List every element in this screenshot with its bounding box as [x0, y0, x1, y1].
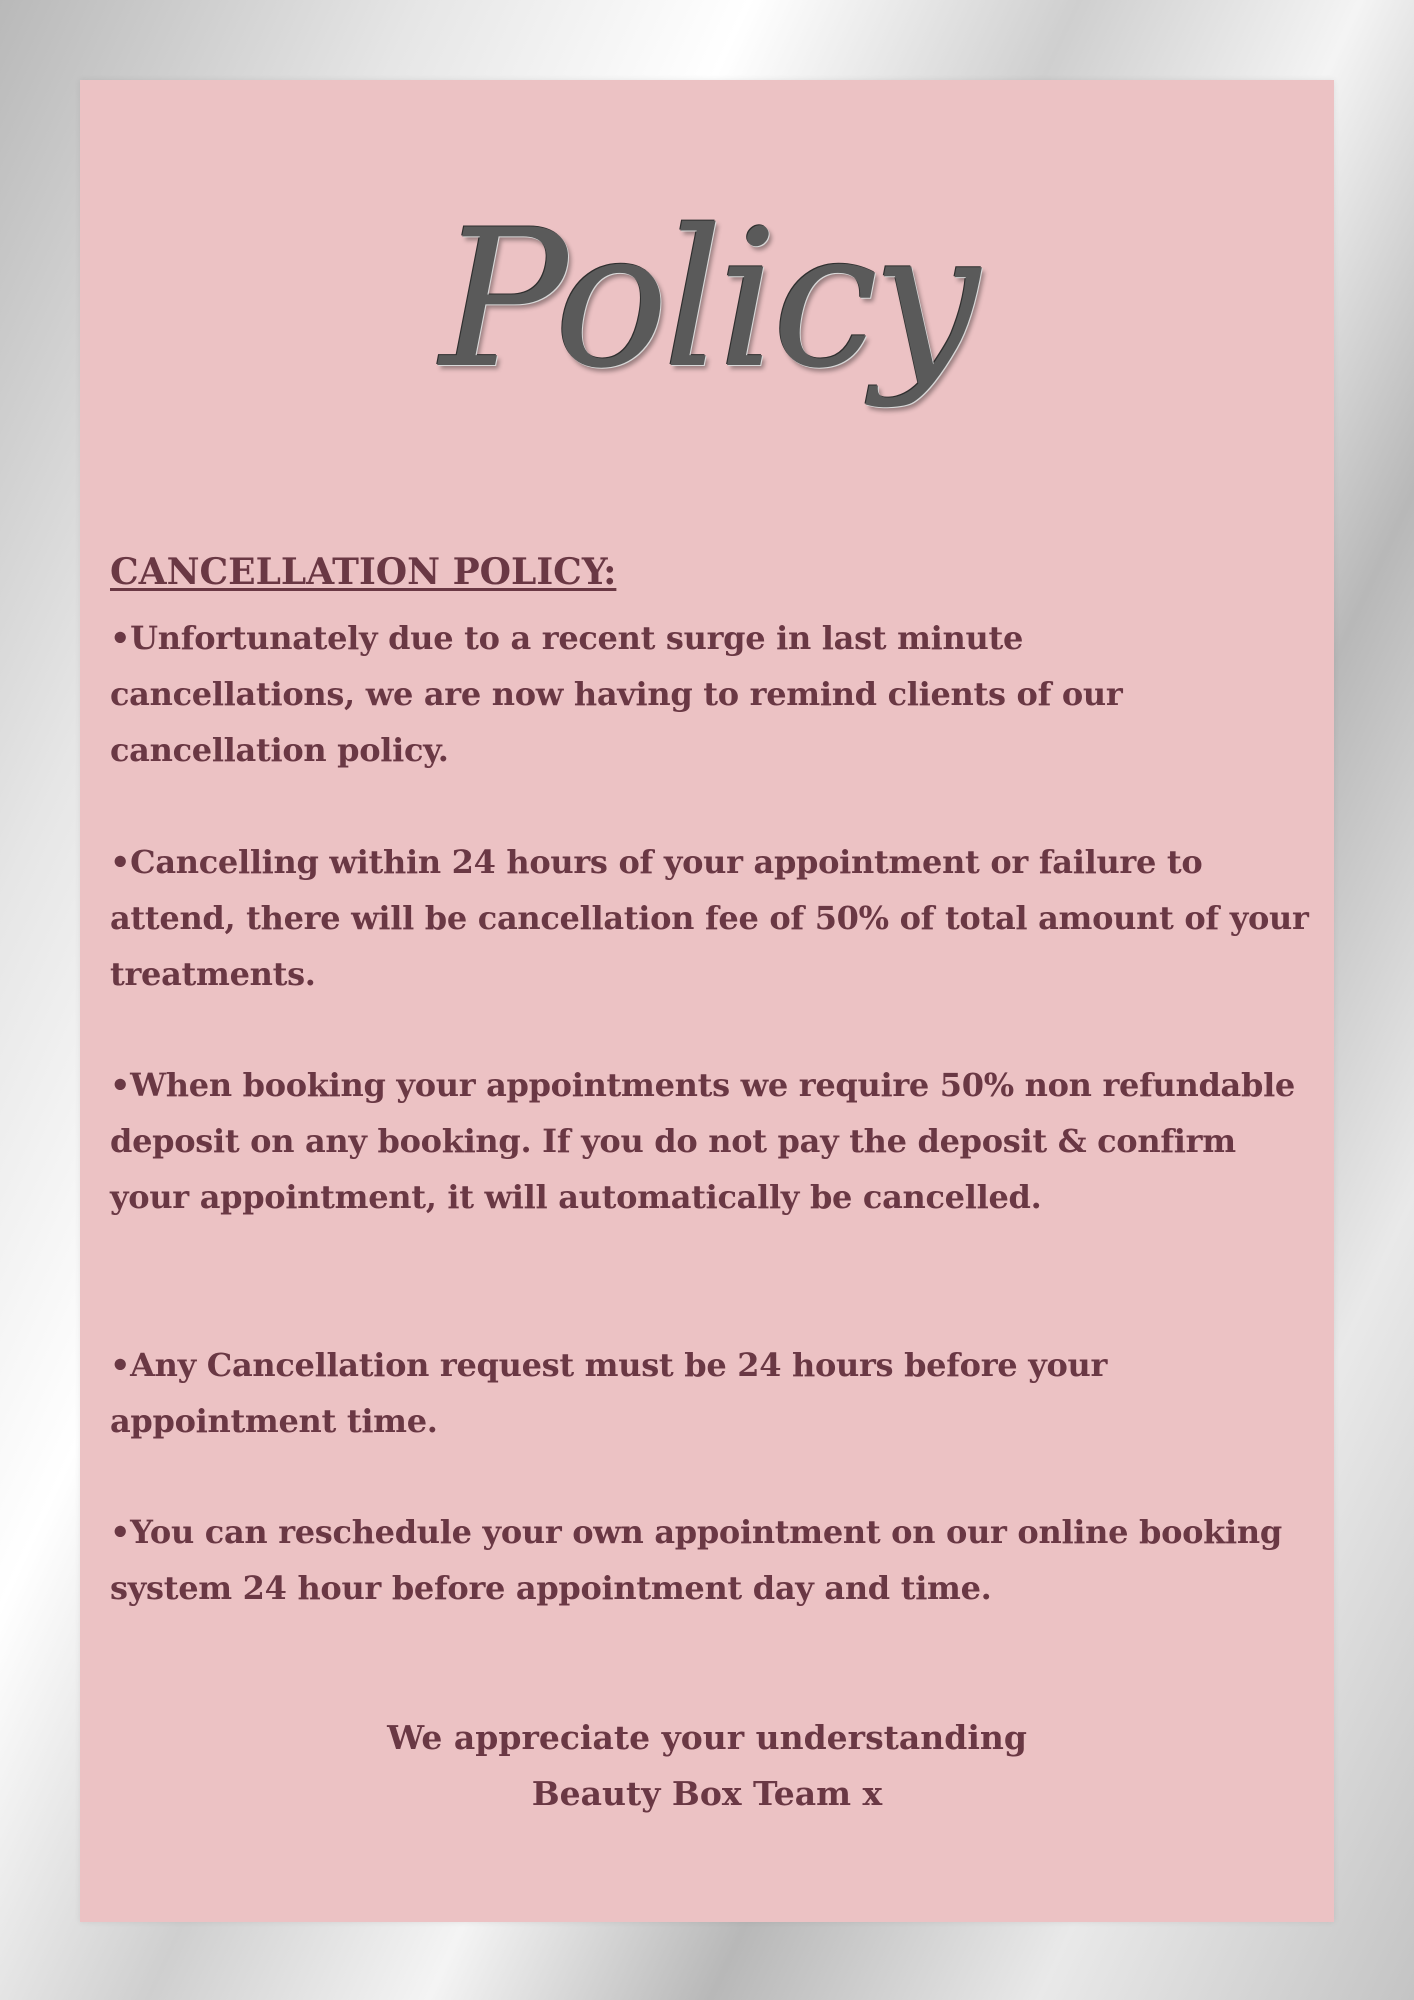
policy-card	[80, 80, 1334, 1922]
closing-message	[80, 1710, 1334, 1822]
closing-signature: Beauty Box Team x	[531, 1774, 883, 1813]
policy-paragraph-cancellation-request: •Any Cancellation request must be 24 hours before your appointment time.	[110, 1346, 1108, 1440]
cancellation-policy-heading: CANCELLATION POLICY:	[110, 551, 617, 593]
policy-title: Policy	[440, 189, 974, 410]
closing-appreciation: We appreciate your understanding	[387, 1718, 1027, 1757]
policy-paragraph-surge: •Unfortunately due to a recent surge in last minute cancellations, we are now having to remind clients of our cancellation policy.	[110, 619, 1123, 769]
policy-paragraph-late-cancellation-fee: •Cancelling within 24 hours of your appointment or failure to attend, there will be cancellation fee of 50% of total amount of your treatments.	[110, 843, 1309, 993]
policy-paragraph-reschedule: •You can reschedule your own appointment on our online booking system 24 hour before appointment day and time.	[110, 1513, 1282, 1607]
policy-paragraph-deposit: •When booking your appointments we require 50% non refundable deposit on any booking. If you do not pay the deposit & confirm your appointment, it will automatically be cancelled.	[110, 1066, 1295, 1216]
